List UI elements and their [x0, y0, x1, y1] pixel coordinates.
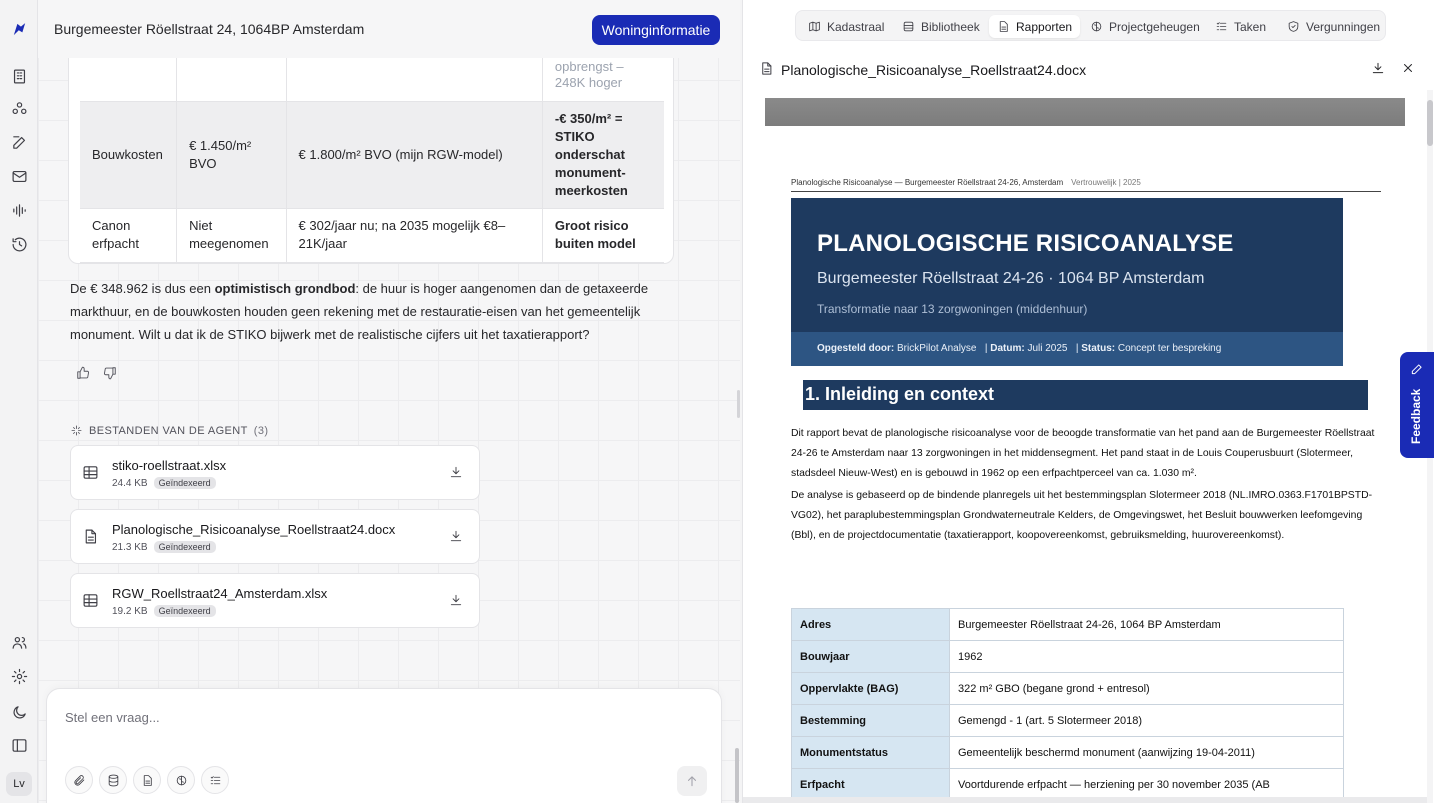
meta-date: Juli 2025 — [1027, 343, 1068, 354]
database-icon — [902, 20, 915, 33]
document-header — [743, 50, 1434, 90]
close-icon[interactable] — [1401, 61, 1417, 77]
document-icon — [82, 528, 100, 546]
table-key: Erfpacht — [792, 769, 950, 801]
tasks-icon[interactable] — [201, 766, 229, 794]
download-icon[interactable] — [449, 593, 465, 609]
composer — [46, 688, 722, 803]
logo-icon[interactable] — [9, 19, 29, 39]
message-text: : de huur is hoger aangenomen dan de getaxeerde markthuur, en de bouwkosten houden geen rekening met de restauratie-eisen van het gemeentelijk monument. Wilt u dat ik de STIKO bijwerk met de realistische cijfers uit het taxatierapport? — [70, 281, 649, 342]
confidential-label: Vertrouwelijk | 2025 — [1071, 178, 1141, 187]
tab-label: Taken — [1234, 19, 1267, 34]
tab-taken[interactable] — [1207, 15, 1274, 38]
brain-icon[interactable] — [167, 766, 195, 794]
status-badge: Geïndexeerd — [154, 477, 216, 489]
table-cell: € 1.800/m² BVO (mijn RGW-model) — [286, 101, 542, 208]
table-value: 1962 — [950, 641, 1344, 673]
file-name: Planologische_Risicoanalyse_Roellstraat24.docx — [112, 522, 396, 537]
download-icon[interactable] — [449, 529, 465, 545]
report-title: PLANOLOGISCHE RISICOANALYSE — [817, 230, 1234, 257]
table-row — [792, 737, 1344, 769]
table-cell: € 302/jaar nu; na 2035 mogelijk €8–21K/jaar — [286, 208, 542, 262]
database-icon[interactable] — [99, 766, 127, 794]
table-key: Bouwjaar — [792, 641, 950, 673]
file-meta — [112, 605, 216, 617]
running-header — [791, 178, 1381, 192]
message-bold: optimistisch grondbod — [214, 281, 356, 296]
table-row — [792, 609, 1344, 641]
meta-author: BrickPilot Analyse — [897, 343, 977, 354]
file-card[interactable] — [70, 445, 480, 500]
file-meta — [112, 477, 216, 489]
sparkle-icon — [70, 424, 83, 437]
file-card[interactable] — [70, 509, 480, 564]
table-cell: Canon erfpacht — [80, 208, 177, 262]
report-meta: Opgesteld door: BrickPilot Analyse | Datum: Juli 2025 | Status: Concept ter bespreking — [791, 332, 1343, 366]
table-cell: € 1.450/m² BVO — [177, 101, 286, 208]
tab-label: Bibliotheek — [921, 19, 980, 34]
file-meta — [112, 541, 216, 553]
tab-label: Rapporten — [1016, 19, 1073, 34]
table-row — [80, 101, 664, 208]
tab-bibliotheek[interactable] — [894, 15, 988, 38]
running-header-title: Planologische Risicoanalyse — Burgemeester Röellstraat 24-26, Amsterdam — [791, 178, 1064, 187]
shield-icon — [1287, 20, 1300, 33]
page-top-shadow — [765, 98, 1405, 126]
title-banner — [791, 198, 1343, 366]
message-text: De € 348.962 is dus een — [70, 281, 215, 296]
moon-icon[interactable] — [9, 702, 29, 722]
report-icon[interactable] — [133, 766, 161, 794]
paragraph: Dit rapport bevat de planologische risicoanalyse voor de beoogde transformatie van het pand aan de Burgemeester Röellstraat 24-26 te Amsterdam naar 13 zorgwoningen in het middensegment. Het pand staat in de Louis Couperusbuurt (Slotermeer, stadsdeel Nieuw-West) en is gebouwd in 1962 op een erfpachtperceel van ca. 1.030 m². — [791, 428, 1375, 479]
cell-text: 248K hoger — [554, 74, 623, 90]
table-value: 322 m² GBO (begane grond + entresol) — [950, 673, 1344, 705]
document-panel — [742, 0, 1434, 803]
file-name: stiko-roellstraat.xlsx — [112, 458, 227, 473]
thumbs-down-icon[interactable] — [103, 366, 119, 382]
tab-label: Kadastraal — [827, 19, 885, 34]
scrollbar-thumb[interactable] — [1427, 100, 1433, 146]
document-horizontal-scrollbar[interactable] — [743, 797, 1427, 803]
file-size: 21.3 KB — [112, 541, 148, 553]
table-row — [80, 208, 664, 262]
agent-files-count: (3) — [253, 424, 269, 437]
meta-status: Concept ter bespreking — [1117, 343, 1222, 354]
map-icon — [808, 20, 821, 33]
table-row — [792, 673, 1344, 705]
composer-input[interactable]: Stel een vraag... — [65, 710, 160, 725]
document-viewer — [743, 90, 1434, 803]
table-row — [792, 705, 1344, 737]
table-value: Gemengd - 1 (art. 5 Slotermeer 2018) — [950, 705, 1344, 737]
paragraph: De analyse is gebaseerd op de bindende planregels uit het bestemmingsplan Slotermeer 2018 (NL.IMRO.0363.F1701BPSTD-VG02), het paraplubestemmingsplan Grondwaterneutrale Kelders, de Omgevingswet, het Besluit bouwwerken leefomgeving (Bbl), en de projectdocumentatie (taxatierapport, koopovereenkomst, gebruiksmelding, huurovereenkomst). — [791, 490, 1373, 541]
icon-rail — [0, 0, 38, 803]
table-key: Oppervlakte (BAG) — [792, 673, 950, 705]
table-key: Monumentstatus — [792, 737, 950, 769]
table-key: Adres — [792, 609, 950, 641]
body-text — [791, 424, 1381, 548]
network-icon[interactable] — [9, 98, 29, 118]
meta-label: Opgesteld door: — [817, 343, 895, 354]
table-cell: Groot risico buiten model — [542, 208, 664, 262]
building-icon[interactable] — [9, 66, 29, 86]
section-heading: 1. Inleiding en context — [803, 380, 1368, 410]
tab-vergunningen[interactable] — [1279, 15, 1388, 38]
attach-icon[interactable] — [65, 766, 93, 794]
status-badge: Geïndexeerd — [154, 541, 216, 553]
table-row — [792, 641, 1344, 673]
cell-text: opbrengst – — [554, 58, 624, 74]
brain-icon — [1090, 20, 1103, 33]
document-icon — [759, 61, 775, 77]
table-value: Voortdurende erfpacht — herziening per 30 november 2035 (AB — [950, 769, 1344, 801]
feedback-label: Feedback — [1409, 388, 1423, 444]
document-page — [779, 130, 1399, 803]
users-icon[interactable] — [9, 632, 29, 652]
table-value: Burgemeester Röellstraat 24-26, 1064 BP Amsterdam — [950, 609, 1344, 641]
file-card[interactable] — [70, 573, 480, 628]
settings-icon[interactable] — [9, 666, 29, 686]
send-button[interactable] — [677, 766, 707, 796]
tasks-icon — [1215, 20, 1228, 33]
meta-label: Datum: — [990, 343, 1025, 354]
report-subtitle: Burgemeester Röellstraat 24-26 · 1064 BP Amsterdam — [817, 270, 1205, 287]
chat-scrollbar[interactable] — [735, 748, 739, 803]
tab-rapporten[interactable] — [989, 15, 1080, 38]
tab-label: Projectgeheugen — [1109, 19, 1200, 34]
table-value: Gemeentelijk beschermd monument (aanwijzing 19-04-2011) — [950, 737, 1344, 769]
document-name: Planologische_Risicoanalyse_Roellstraat24.docx — [781, 62, 1087, 78]
facts-table — [791, 608, 1344, 801]
report-subsubtitle: Transformatie naar 13 zorgwoningen (middenhuur) — [817, 302, 1088, 316]
chat-header — [38, 0, 740, 58]
file-size: 24.4 KB — [112, 477, 148, 489]
download-icon[interactable] — [1371, 61, 1387, 77]
spreadsheet-icon — [82, 592, 100, 610]
pen-icon — [1410, 362, 1424, 376]
avatar[interactable]: Lv — [6, 772, 32, 796]
edit-icon[interactable] — [9, 132, 29, 152]
tab-projectgeheugen[interactable] — [1082, 15, 1208, 38]
agent-files-title: BESTANDEN VAN DE AGENT — [89, 424, 248, 437]
feedback-button[interactable] — [1400, 352, 1434, 458]
property-address: Burgemeester Röellstraat 24, 1064BP Amsterdam — [54, 21, 365, 37]
report-icon — [997, 20, 1010, 33]
panel-tabs — [795, 10, 1386, 41]
tab-label: Vergunningen — [1306, 19, 1381, 34]
download-icon[interactable] — [449, 465, 465, 481]
table-row — [792, 769, 1344, 801]
status-badge: Geïndexeerd — [154, 605, 216, 617]
table-cell: -€ 350/m² = STIKO onderschat monument-meerkosten — [542, 101, 664, 208]
meta-label: Status: — [1081, 343, 1116, 354]
table-cell: Niet meegenomen — [177, 208, 286, 262]
assistant-message — [70, 277, 690, 346]
panel-resize-handle[interactable] — [737, 390, 740, 418]
panel-icon[interactable] — [9, 735, 29, 755]
audio-icon[interactable] — [9, 200, 29, 220]
chat-panel — [38, 0, 740, 803]
table-cell: Bouwkosten — [80, 101, 177, 208]
mail-icon[interactable] — [9, 166, 29, 186]
thumbs-up-icon[interactable] — [76, 366, 92, 382]
tab-kadastraal[interactable] — [800, 15, 892, 38]
file-size: 19.2 KB — [112, 605, 148, 617]
agent-files-heading — [70, 424, 268, 437]
woninginformatie-button[interactable]: Woninginformatie — [592, 15, 720, 45]
spreadsheet-icon — [82, 464, 100, 482]
table-key: Bestemming — [792, 705, 950, 737]
file-name: RGW_Roellstraat24_Amsterdam.xlsx — [112, 586, 328, 601]
history-icon[interactable] — [9, 234, 29, 254]
